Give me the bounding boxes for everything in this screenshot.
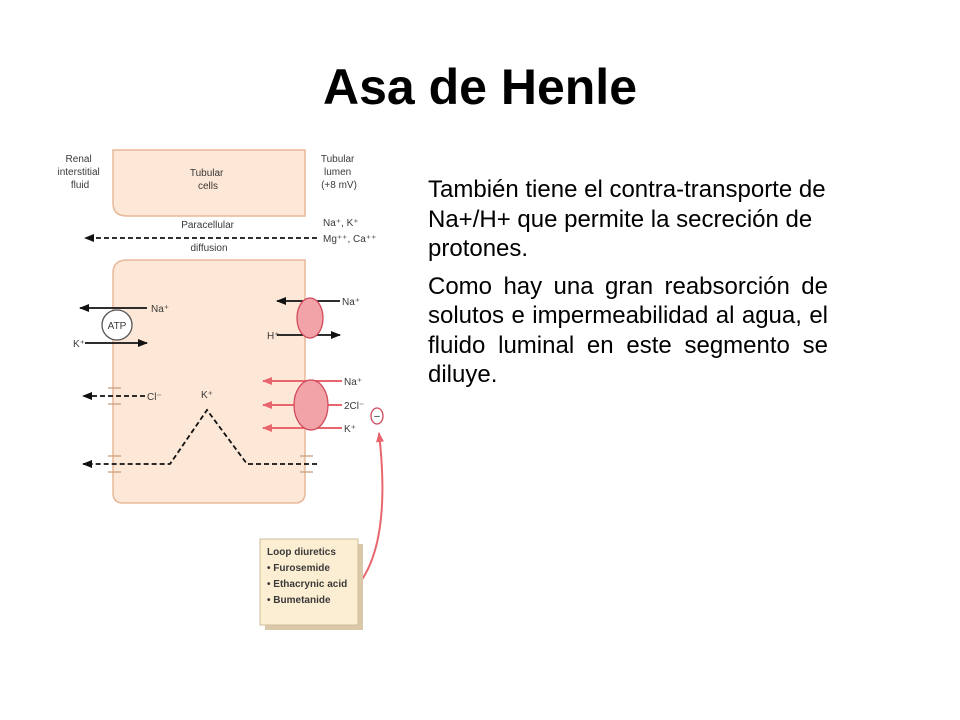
exchanger-na-label: Na⁺ <box>342 297 361 308</box>
renal-interstitial-fluid-label: Renal interstitial fluid <box>57 154 100 191</box>
lumen-ions-bottom-label: Mg⁺⁺, Ca⁺⁺ <box>323 234 377 245</box>
paragraph-dilution: Como hay una gran reabsorción de solutos e impermeabilidad al agua, el fluido luminal en este segmento se diluye. <box>428 272 828 388</box>
loop-of-henle-diagram <box>55 148 405 638</box>
exchanger-h-label: H⁺ <box>267 331 280 342</box>
cotransporter-na-label: Na⁺ <box>344 377 363 388</box>
atp-label: ATP <box>107 321 127 332</box>
loop-diuretics-item-furosemide: • Furosemide <box>267 563 330 574</box>
tubular-cells-label: Tubular cells <box>189 168 224 192</box>
cell-k-label: K⁺ <box>201 390 213 401</box>
na-h-exchanger <box>297 298 323 338</box>
paragraph-na-h-exchange: También tiene el contra-transporte de Na+/H+ que permite la secreción de protones. <box>428 176 826 262</box>
na-k-2cl-cotransporter <box>294 380 328 430</box>
paracellular-label: Paracellular diffusion <box>181 220 235 254</box>
loop-diuretics-item-bumetanide: • Bumetanide <box>267 595 331 606</box>
basolateral-k-label: K⁺ <box>73 339 85 350</box>
basolateral-na-label: Na⁺ <box>151 304 170 315</box>
tubular-lumen-label: Tubular lumen (+8 mV) <box>320 154 357 191</box>
inhibition-sign-label: − <box>373 411 381 423</box>
cotransporter-cl-label: 2Cl⁻ <box>344 401 365 412</box>
cotransporter-k-label: K⁺ <box>344 424 356 435</box>
loop-diuretics-title: Loop diuretics <box>267 547 336 558</box>
loop-diuretics-item-ethacrynic-acid: • Ethacrynic acid <box>267 579 348 590</box>
lumen-ions-top-label: Na⁺, K⁺ <box>323 218 359 229</box>
inhibition-curve <box>361 433 382 581</box>
slide-title: Asa de Henle <box>322 59 637 115</box>
slide-body-text <box>428 175 828 398</box>
basolateral-cl-label: Cl⁻ <box>147 392 162 403</box>
